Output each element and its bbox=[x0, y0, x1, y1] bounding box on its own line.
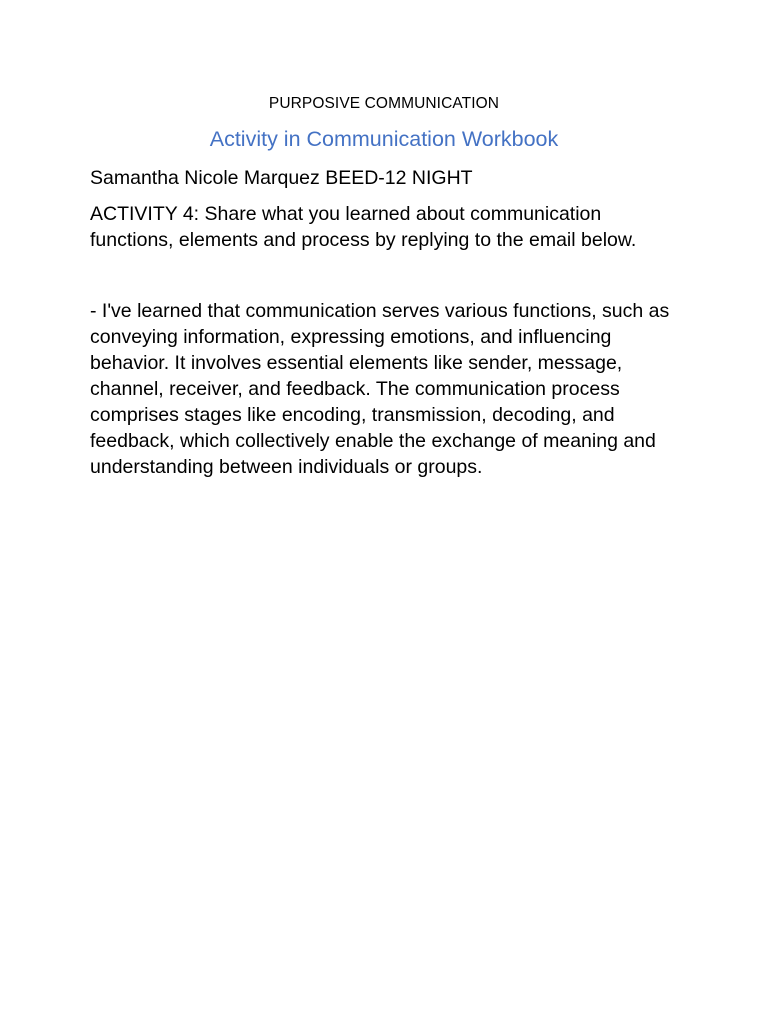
author-line: Samantha Nicole Marquez BEED-12 NIGHT bbox=[90, 167, 473, 189]
document-header: PURPOSIVE COMMUNICATION bbox=[268, 95, 500, 112]
answer-paragraph: - I've learned that communication serves various functions, such as conveying information, expressing emotions, and influencing behavior. It involves essential elements like sender, message, channel, receiver, and feedback. The communication process comprises stages like encoding, transmission, decoding, and feedback, which collectively enable the exchange of meaning and understanding between individuals or groups. bbox=[90, 300, 670, 478]
activity-prompt: ACTIVITY 4: Share what you learned about communication functions, elements and process by replying to the email below. bbox=[90, 203, 637, 251]
document-title: Activity in Communication Workbook bbox=[209, 127, 559, 151]
